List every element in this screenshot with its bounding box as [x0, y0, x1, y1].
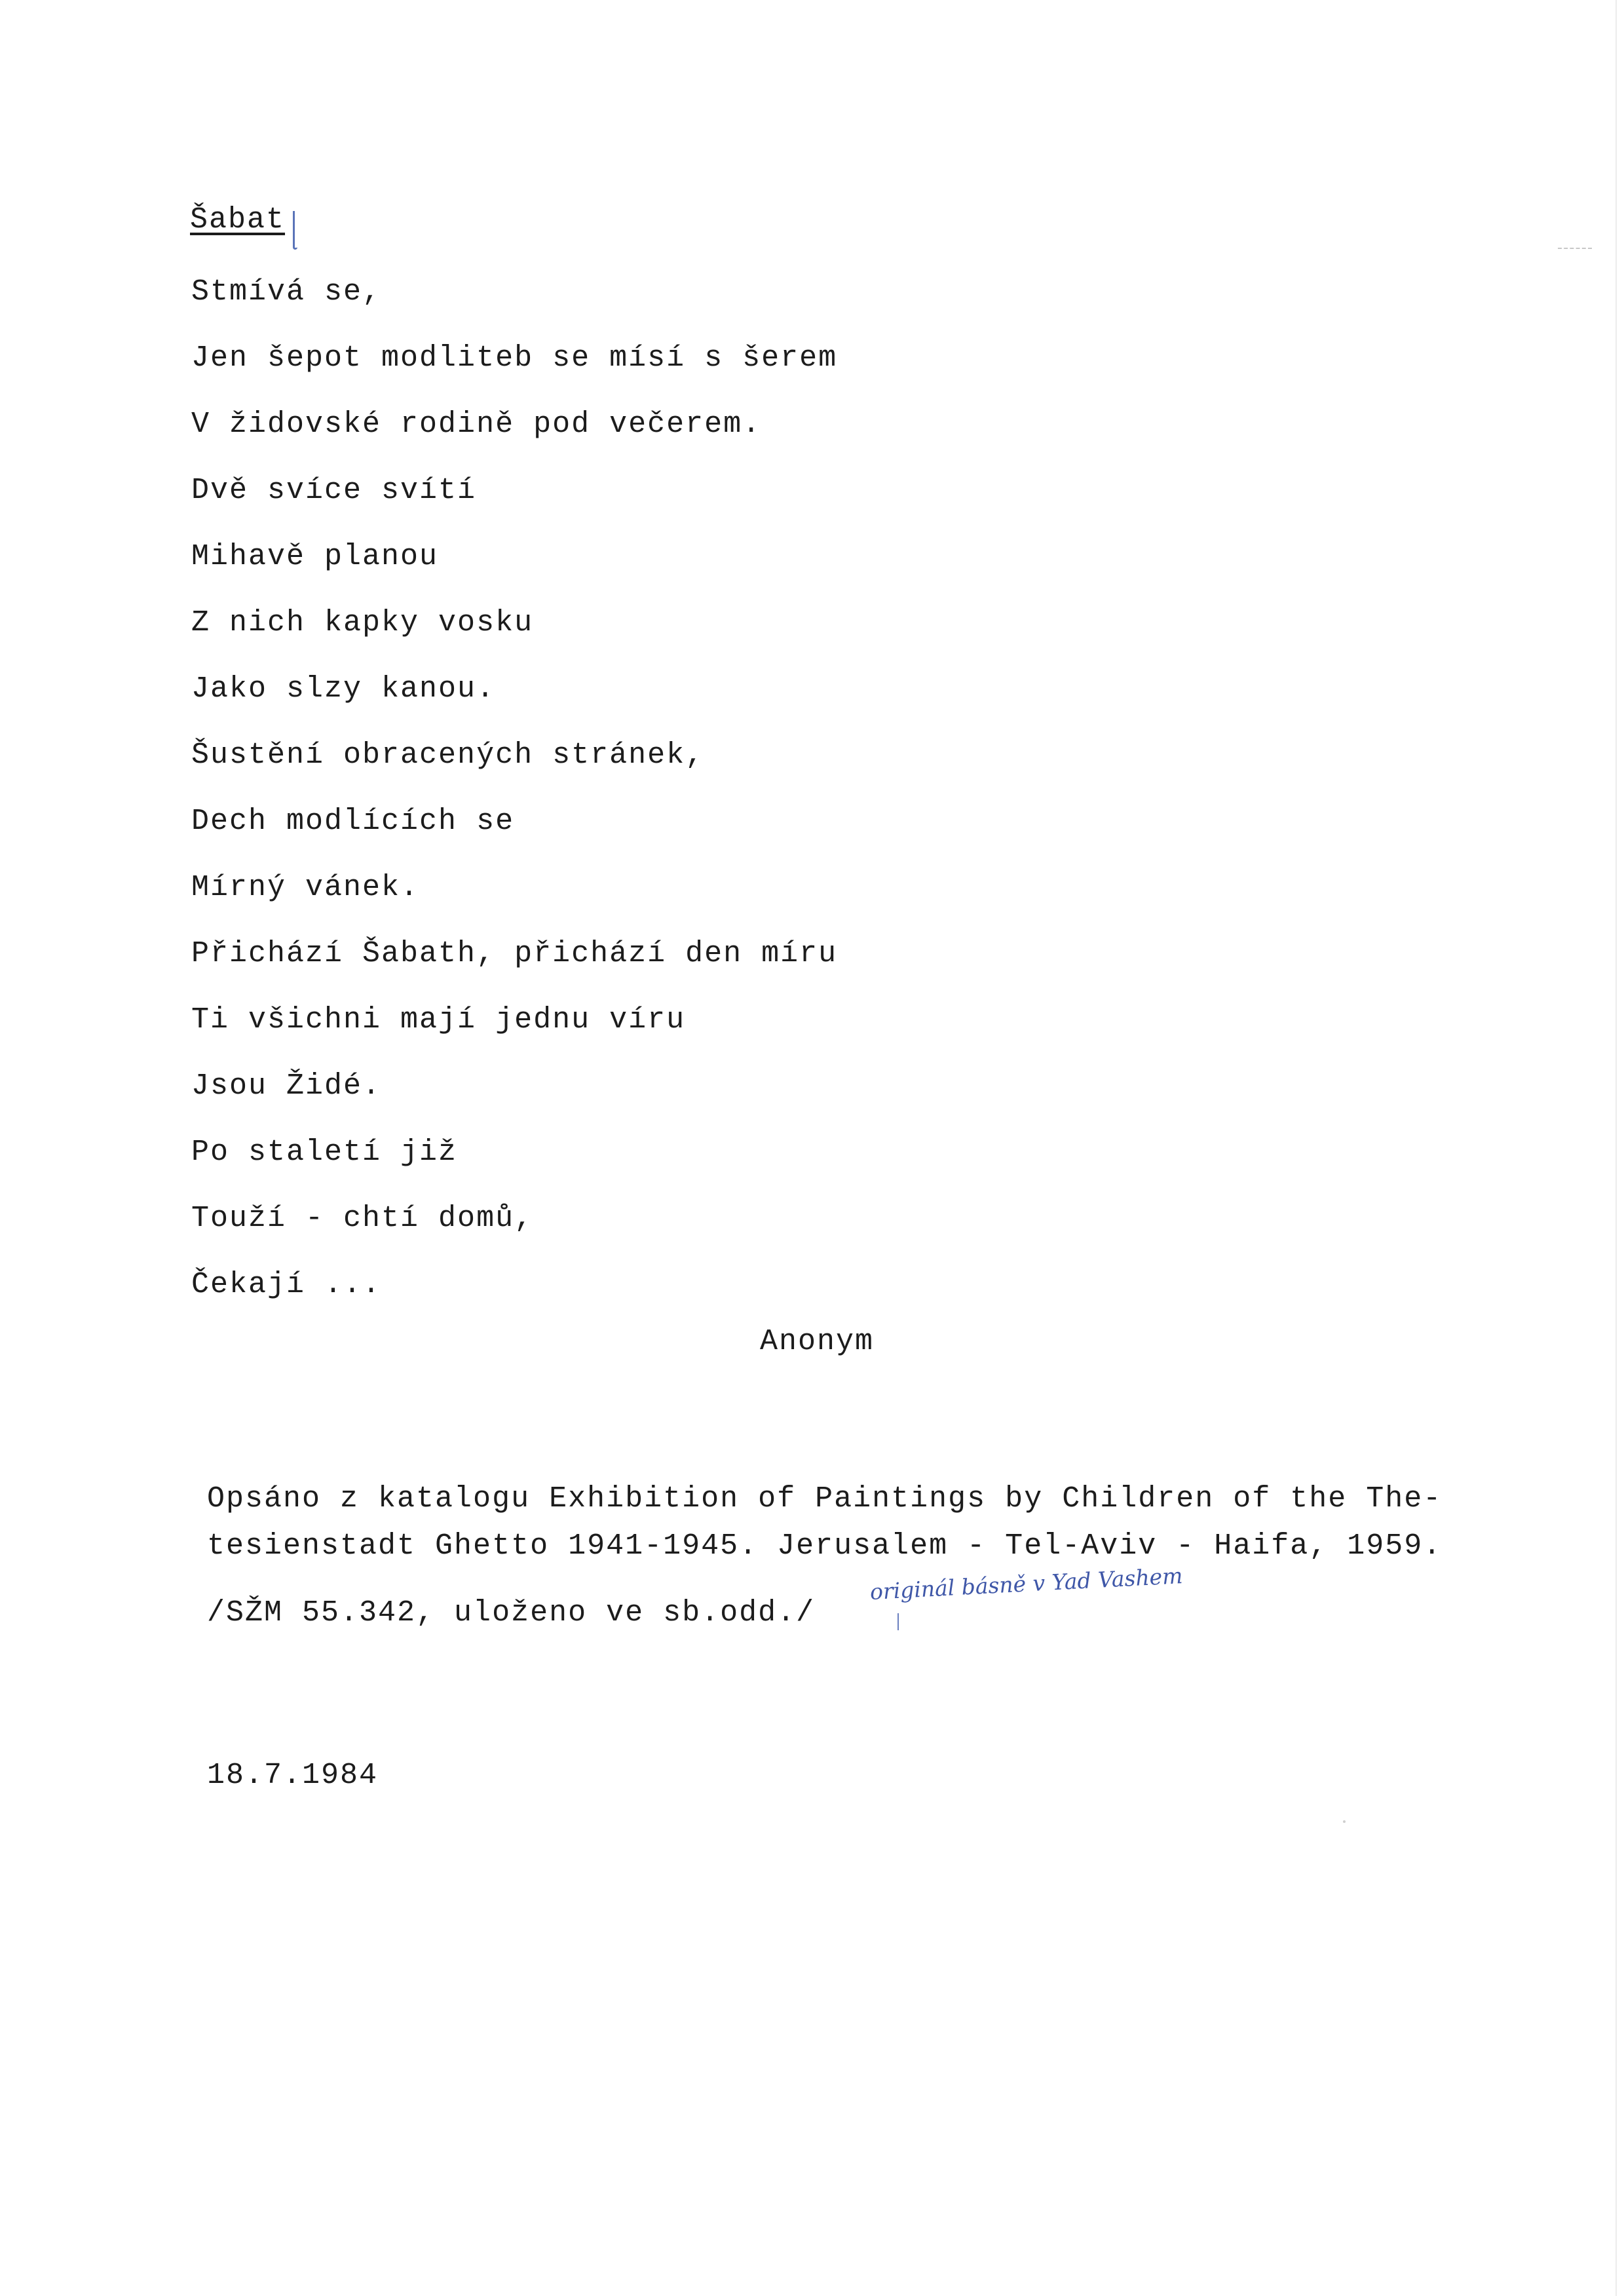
title-pen-correction [293, 211, 297, 250]
handwritten-annotation: originál básně v Yad Vashem [869, 1563, 1184, 1605]
poem-line: Po staletí již [191, 1136, 458, 1169]
source-note [207, 1480, 1517, 1641]
poem-line: Stmívá se, [191, 275, 382, 309]
poem-line: Dvě svíce svítí [191, 474, 477, 507]
document-date: 18.7.1984 [207, 1759, 379, 1792]
source-note-line-2: tesienstadt Ghetto 1941-1945. Jerusalem - Tel-Aviv - Haifa, 1959. [207, 1529, 1443, 1563]
poem-line: Mihavě planou [191, 540, 439, 573]
poem-line: Ti všichni mají jednu víru [191, 1003, 686, 1037]
poem-line: Z nich kapky vosku [191, 606, 534, 640]
source-note-line-3: /SŽM 55.342, uloženo ve sb.odd./ [207, 1596, 816, 1630]
author-signature: Anonym [760, 1325, 875, 1358]
page-edge [1615, 0, 1617, 2296]
poem-line: Dech modlících se [191, 805, 515, 838]
edge-mark [1558, 248, 1592, 250]
poem-line: Jako slzy kanou. [191, 672, 496, 706]
poem-line: Mírný vánek. [191, 871, 420, 904]
poem-line: Jsou Židé. [191, 1069, 382, 1103]
poem-line: Šustění obracených stránek, [191, 738, 705, 772]
annotation-caret [897, 1613, 899, 1630]
poem-title: Šabat [190, 203, 286, 237]
poem-line: Touží - chtí domů, [191, 1202, 534, 1235]
source-note-line-1: Opsáno z katalogu Exhibition of Paintings by Children of the The- [207, 1482, 1443, 1516]
poem-line: V židovské rodině pod večerem. [191, 408, 762, 441]
poem-line: Čekají ... [191, 1268, 382, 1301]
poem-line: Přichází Šabath, přichází den míru [191, 937, 838, 970]
poem-body [191, 273, 1043, 1331]
paper-speck [1343, 1820, 1346, 1823]
poem-line: Jen šepot modliteb se mísí s šerem [191, 341, 838, 375]
